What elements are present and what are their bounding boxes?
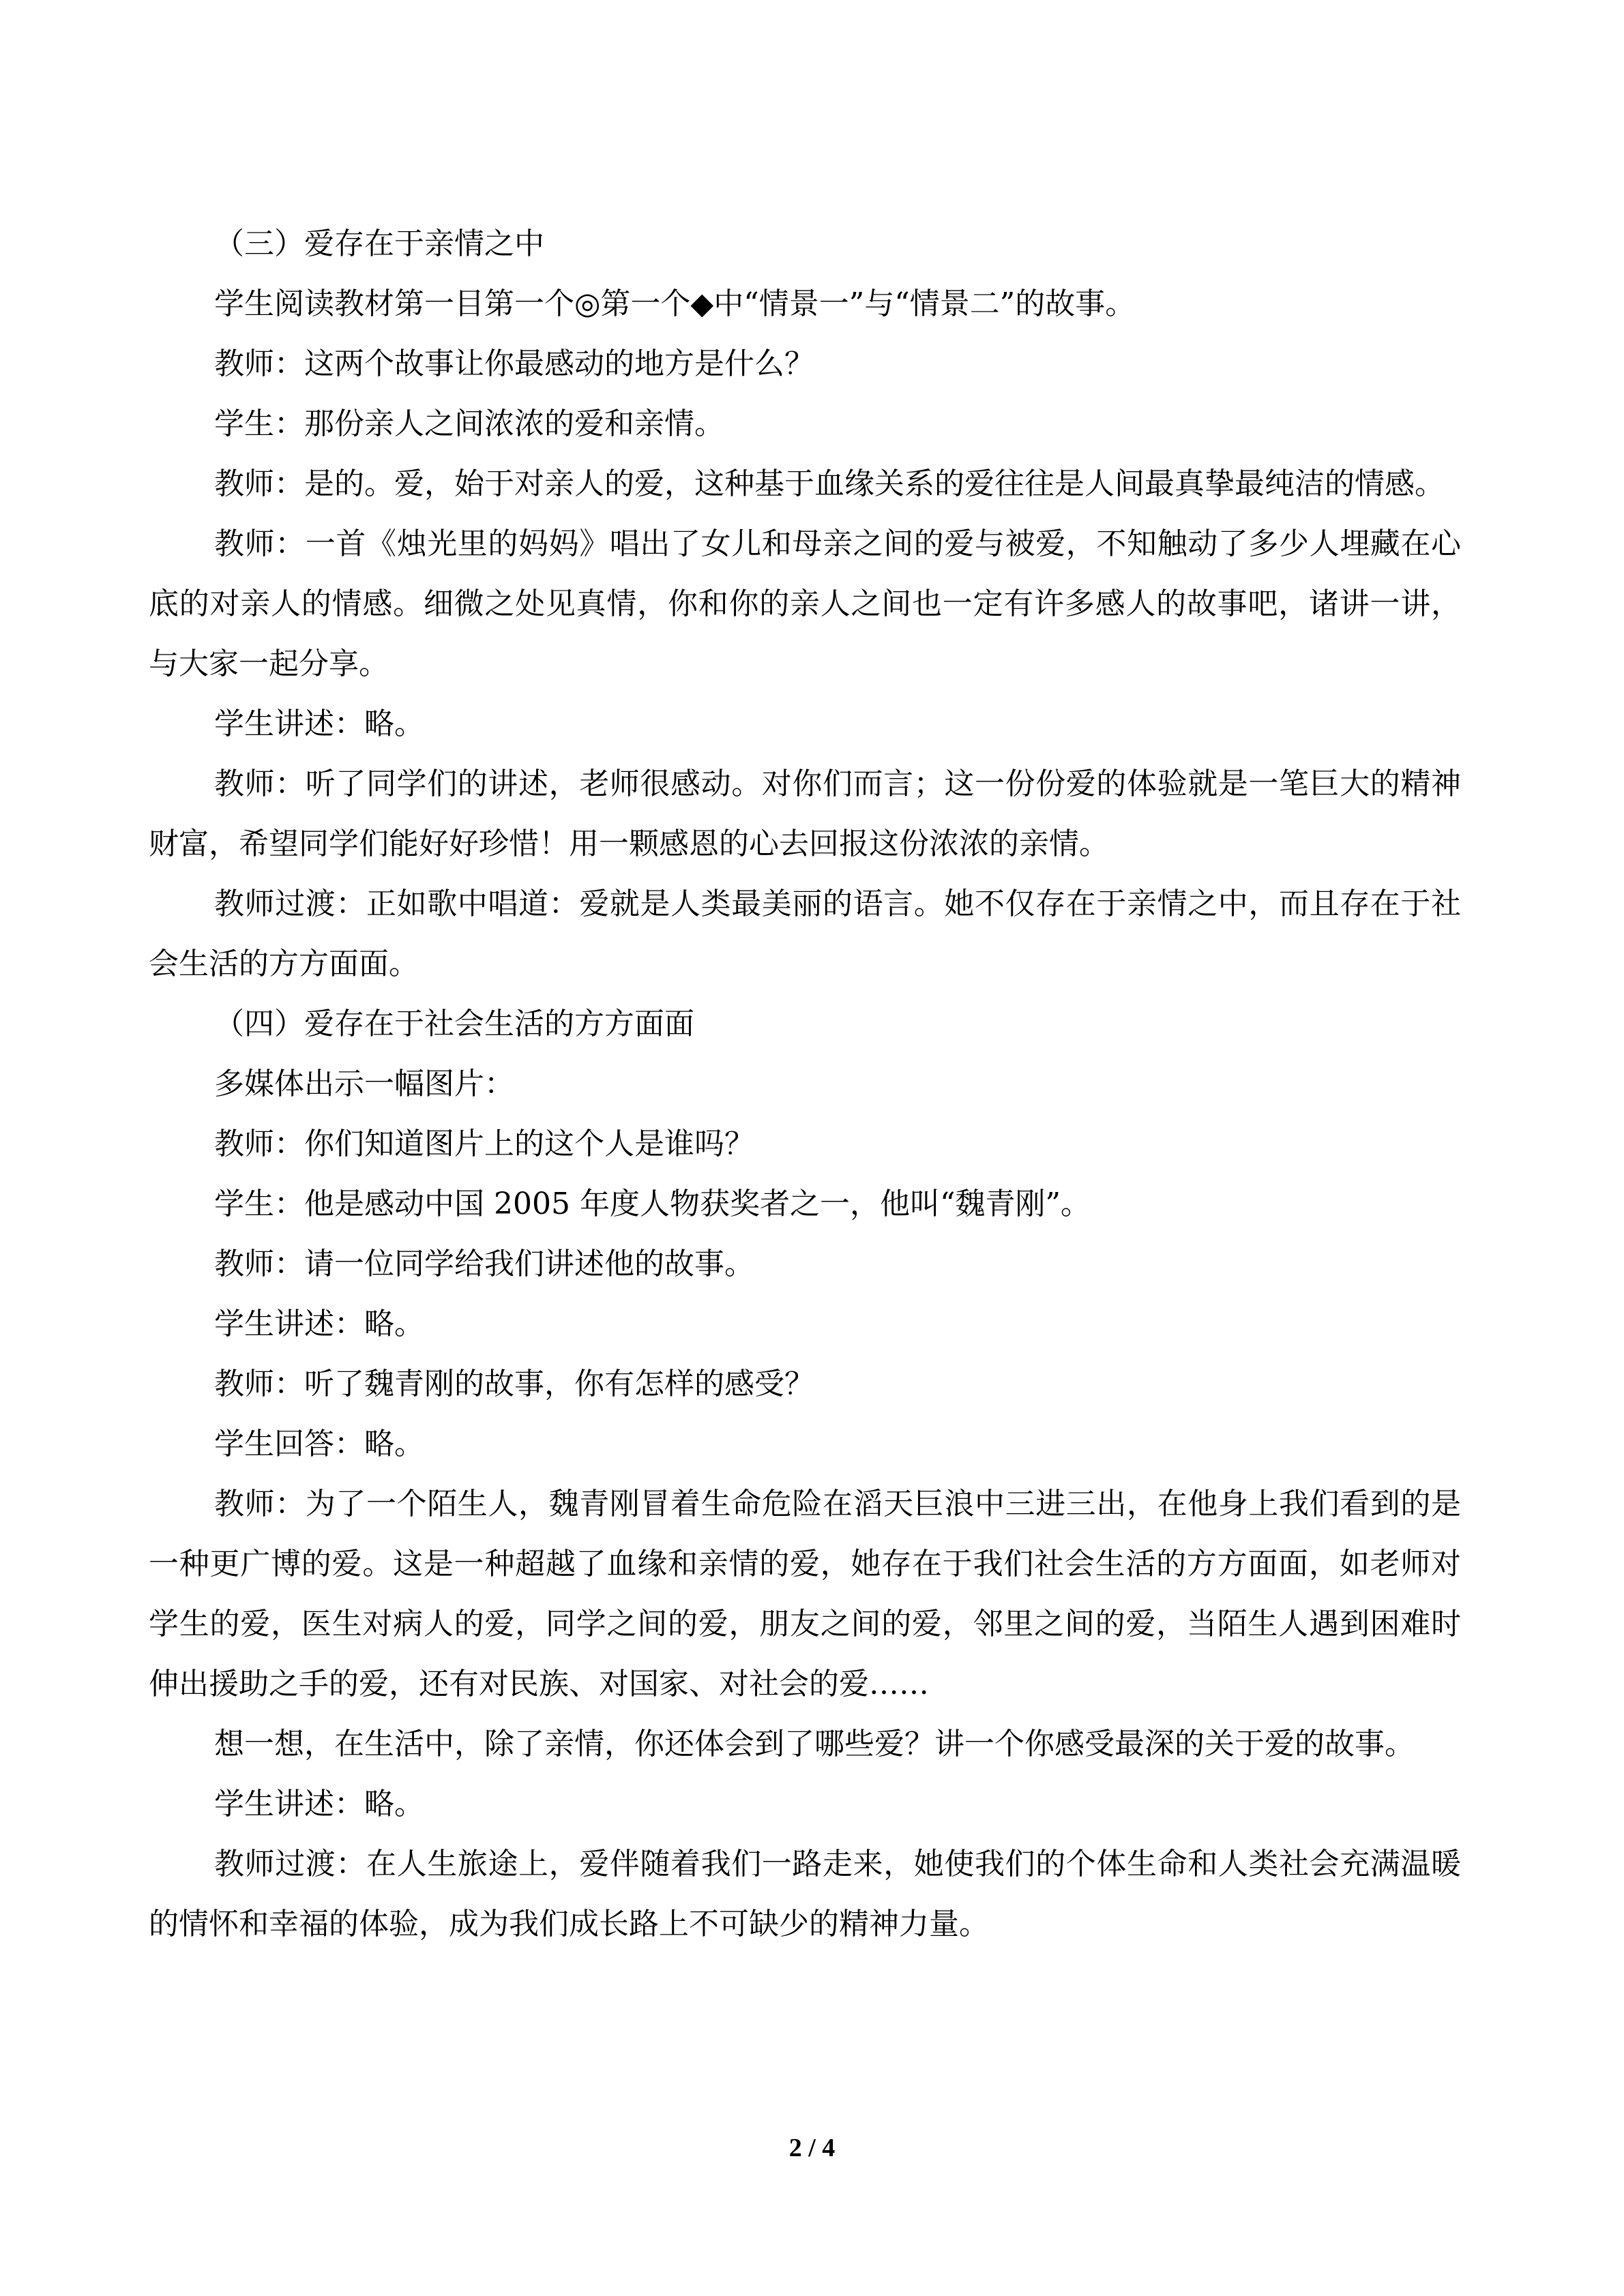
paragraph: 教师过渡：正如歌中唱道：爱就是人类最美丽的语言。她不仅存在于亲情之中，而且存在于社会生活的方方面面。 (149, 886, 1461, 981)
paragraph: 教师：听了同学们的讲述，老师很感动。对你们而言；这一份份爱的体验就是一笔巨大的精神财富，希望同学们能好好珍惜！用一颗感恩的心去回报这份浓浓的亲情。 (149, 766, 1461, 861)
paragraph: 学生：他是感动中国 2005 年度人物获奖者之一，他叫“魏青刚”。 (214, 1187, 1091, 1221)
paragraph: 教师：为了一个陌生人，魏青刚冒着生命危险在滔天巨浪中三进三出，在他身上我们看到的是一种更广博的爱。这是一种超越了血缘和亲情的爱，她存在于我们社会生活的方方面面，如老师对学生的爱，医生对病人的爱，同学之间的爱，朋友之间的爱，邻里之间的爱，当陌生人遇到困难时伸出援助之手的爱，还有对民族、对国家、对社会的爱…… (149, 1487, 1461, 1701)
paragraph: 多媒体出示一幅图片： (214, 1067, 514, 1101)
paragraph: 学生：那份亲人之间浓浓的爱和亲情。 (214, 406, 724, 441)
paragraph: 教师：是的。爱，始于对亲人的爱，这种基于血缘关系的爱往往是人间最真挚最纯洁的情感。 (214, 466, 1445, 501)
paragraph: 教师：你们知道图片上的这个人是谁吗？ (214, 1127, 754, 1161)
paragraph: 想一想，在生活中，除了亲情，你还体会到了哪些爱？讲一个你感受最深的关于爱的故事。 (214, 1727, 1415, 1761)
paragraph: 学生阅读教材第一目第一个◎第一个◆中“情景一”与“情景二”的故事。 (214, 286, 1136, 321)
paragraph: 教师：这两个故事让你最感动的地方是什么？ (214, 346, 814, 381)
document-body (149, 214, 1461, 1954)
paragraph: 学生回答：略。 (214, 1427, 424, 1461)
section-heading-3: （三）爱存在于亲情之中 (214, 226, 544, 261)
section-heading-4: （四）爱存在于社会生活的方方面面 (214, 1007, 694, 1041)
paragraph: 教师过渡：在人生旅途上，爱伴随着我们一路走来，她使我们的个体生命和人类社会充满温暖的情怀和幸福的体验，成为我们成长路上不可缺少的精神力量。 (149, 1847, 1461, 1941)
paragraph: 学生讲述：略。 (214, 706, 424, 741)
paragraph: 教师：听了魏青刚的故事，你有怎样的感受？ (214, 1367, 814, 1401)
paragraph: 教师：一首《烛光里的妈妈》唱出了女儿和母亲之间的爱与被爱，不知触动了多少人埋藏在心底的对亲人的情感。细微之处见真情，你和你的亲人之间也一定有许多感人的故事吧，诸讲一讲，与大家一起分享。 (149, 526, 1461, 681)
page-number: 2 / 4 (788, 2134, 836, 2162)
paragraph: 学生讲述：略。 (214, 1787, 424, 1821)
paragraph: 学生讲述：略。 (214, 1307, 424, 1341)
paragraph: 教师：请一位同学给我们讲述他的故事。 (214, 1247, 754, 1281)
